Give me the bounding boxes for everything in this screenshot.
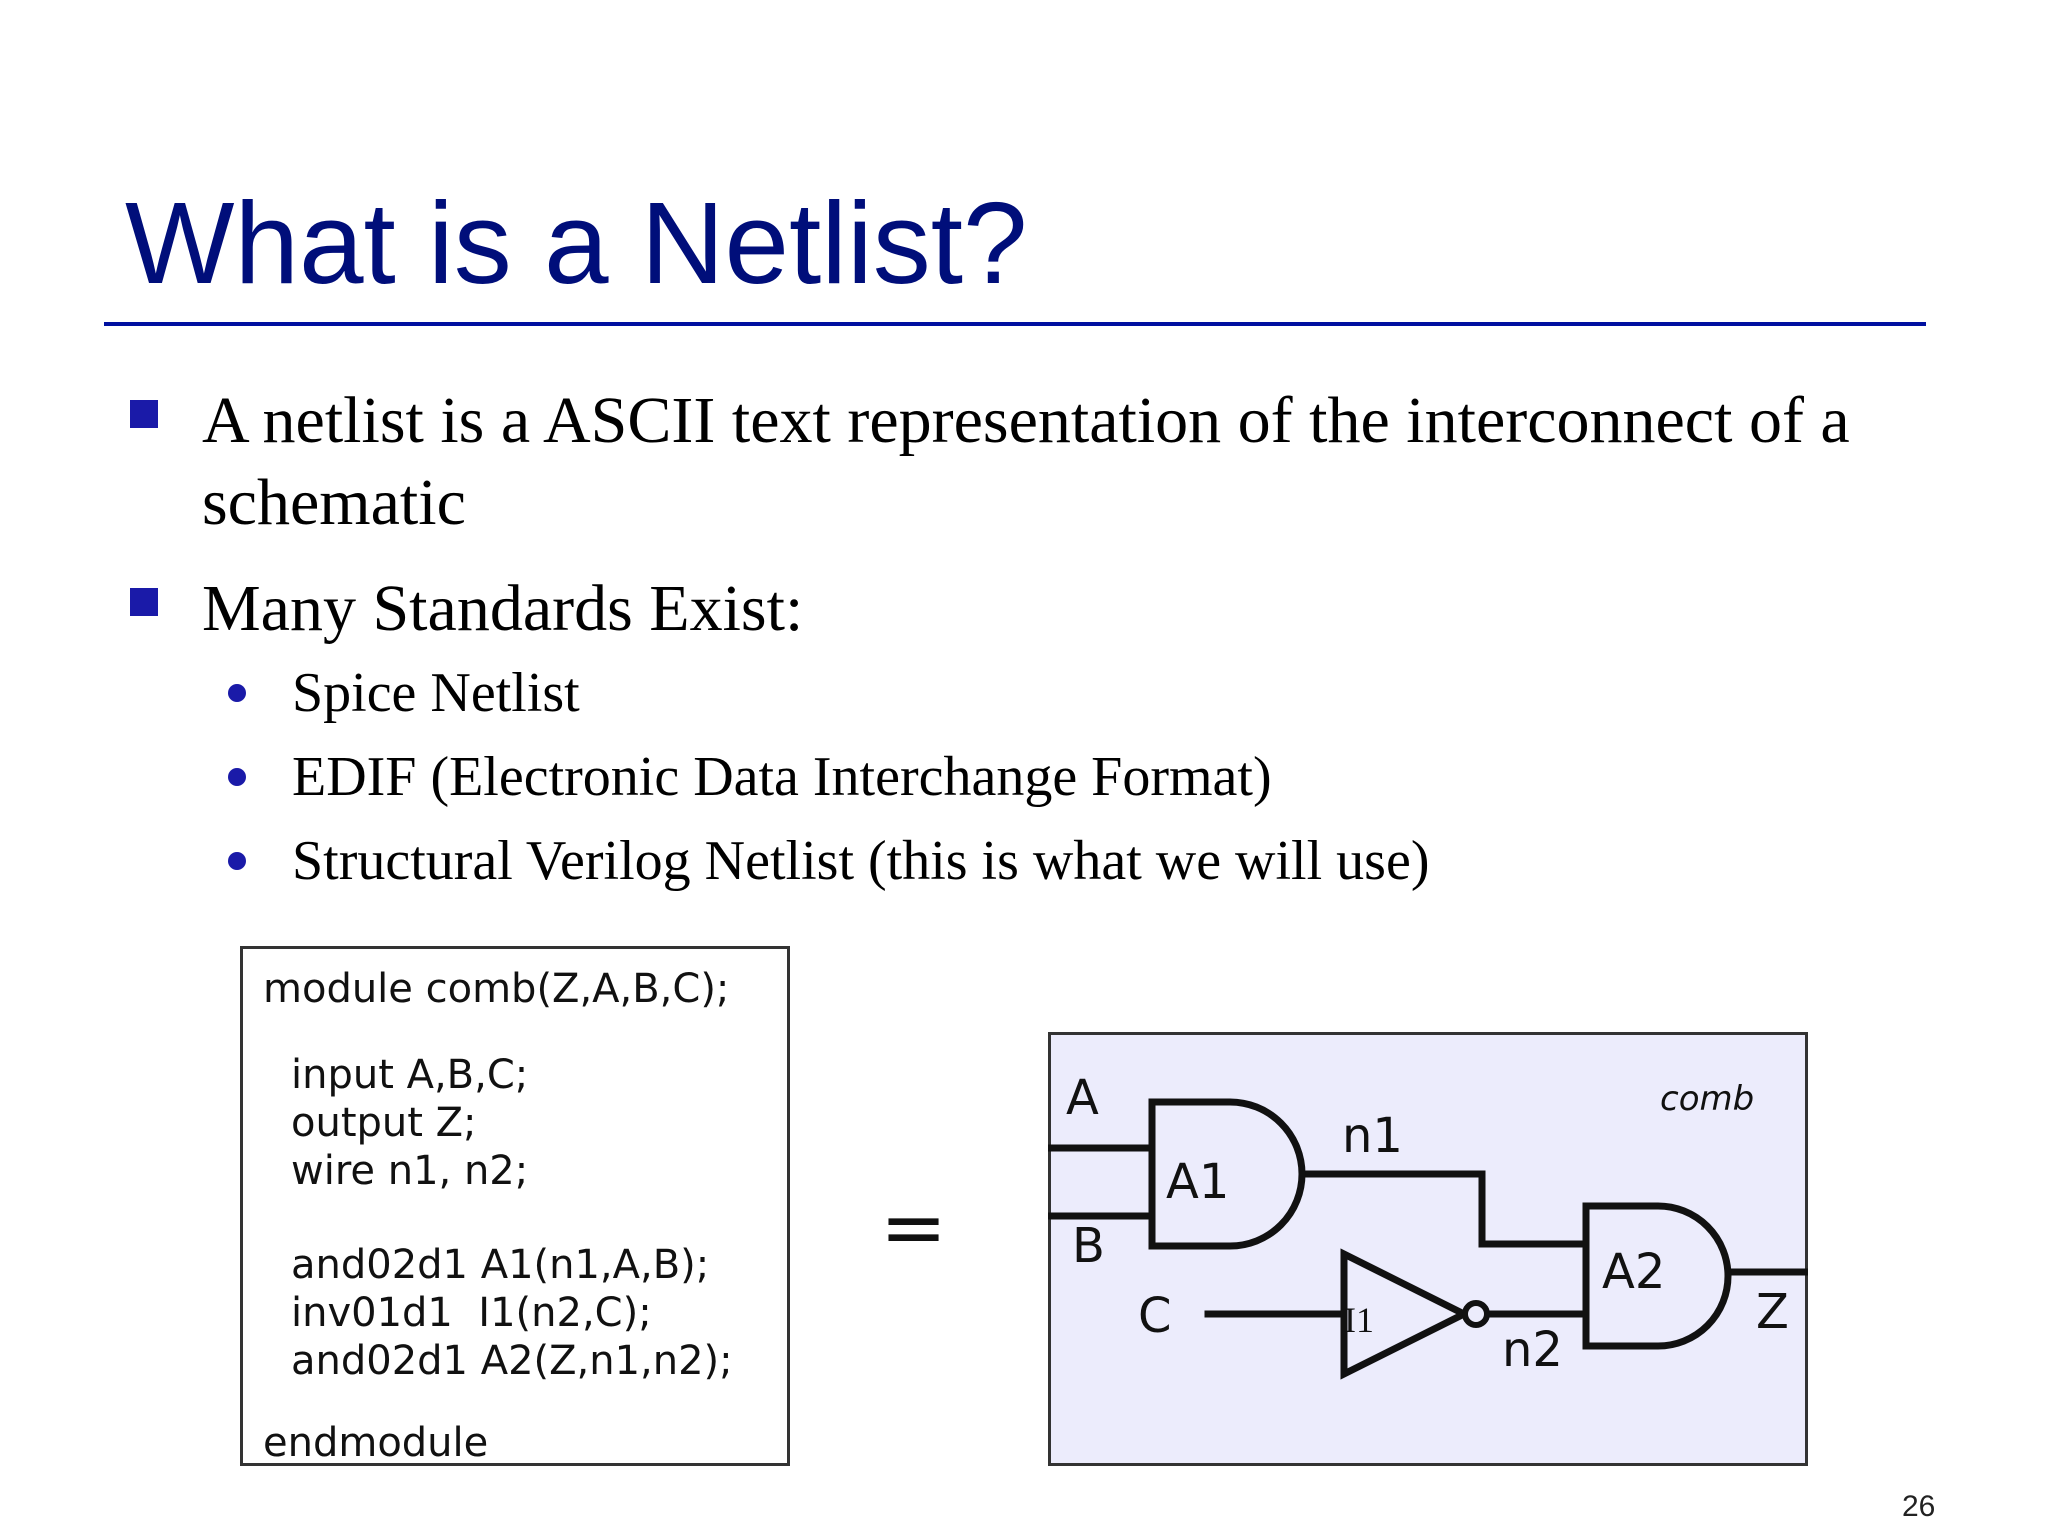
dot-bullet-icon <box>228 684 246 702</box>
label-input-b: B <box>1072 1218 1105 1274</box>
label-input-a: A <box>1066 1070 1099 1126</box>
square-bullet-icon <box>130 400 158 428</box>
page-number: 26 <box>1902 1490 1936 1523</box>
label-net-n2: n2 <box>1502 1322 1563 1378</box>
code-line: output Z; <box>291 1100 477 1146</box>
code-line: wire n1, n2; <box>291 1148 529 1194</box>
sub-bullet-text: EDIF (Electronic Data Interchange Format) <box>292 746 1272 808</box>
schematic-diagram <box>1048 1032 1808 1466</box>
slide-title: What is a Netlist? <box>125 178 1028 308</box>
label-module-name: comb <box>1660 1079 1755 1119</box>
bullet-text-line: schematic <box>202 466 466 539</box>
bullet-text-line: Many Standards Exist: <box>202 572 804 645</box>
dot-bullet-icon <box>228 852 246 870</box>
equals-sign: = <box>880 1181 948 1274</box>
code-line: input A,B,C; <box>291 1052 529 1098</box>
code-line: inv01d1 I1(n2,C); <box>291 1290 652 1336</box>
label-input-c: C <box>1138 1288 1172 1344</box>
dot-bullet-icon <box>228 768 246 786</box>
label-net-n1: n1 <box>1342 1108 1403 1164</box>
code-line: and02d1 A1(n1,A,B); <box>291 1242 710 1288</box>
code-line: and02d1 A2(Z,n1,n2); <box>291 1338 733 1384</box>
inverter-bubble <box>1465 1303 1487 1325</box>
code-line: endmodule <box>263 1420 489 1466</box>
square-bullet-icon <box>130 588 158 616</box>
label-gate-i1: I1 <box>1344 1300 1374 1340</box>
code-line: module comb(Z,A,B,C); <box>263 966 730 1012</box>
label-output-z: Z <box>1756 1284 1789 1340</box>
title-underline <box>104 322 1926 326</box>
verilog-code-box <box>240 946 790 1466</box>
label-gate-a1: A1 <box>1166 1154 1230 1210</box>
sub-bullet-text: Spice Netlist <box>292 662 580 724</box>
sub-bullet-text: Structural Verilog Netlist (this is what we will use) <box>292 830 1430 892</box>
label-gate-a2: A2 <box>1602 1244 1666 1300</box>
bullet-text-line: A netlist is a ASCII text representation of the interconnect of a <box>202 384 1850 457</box>
